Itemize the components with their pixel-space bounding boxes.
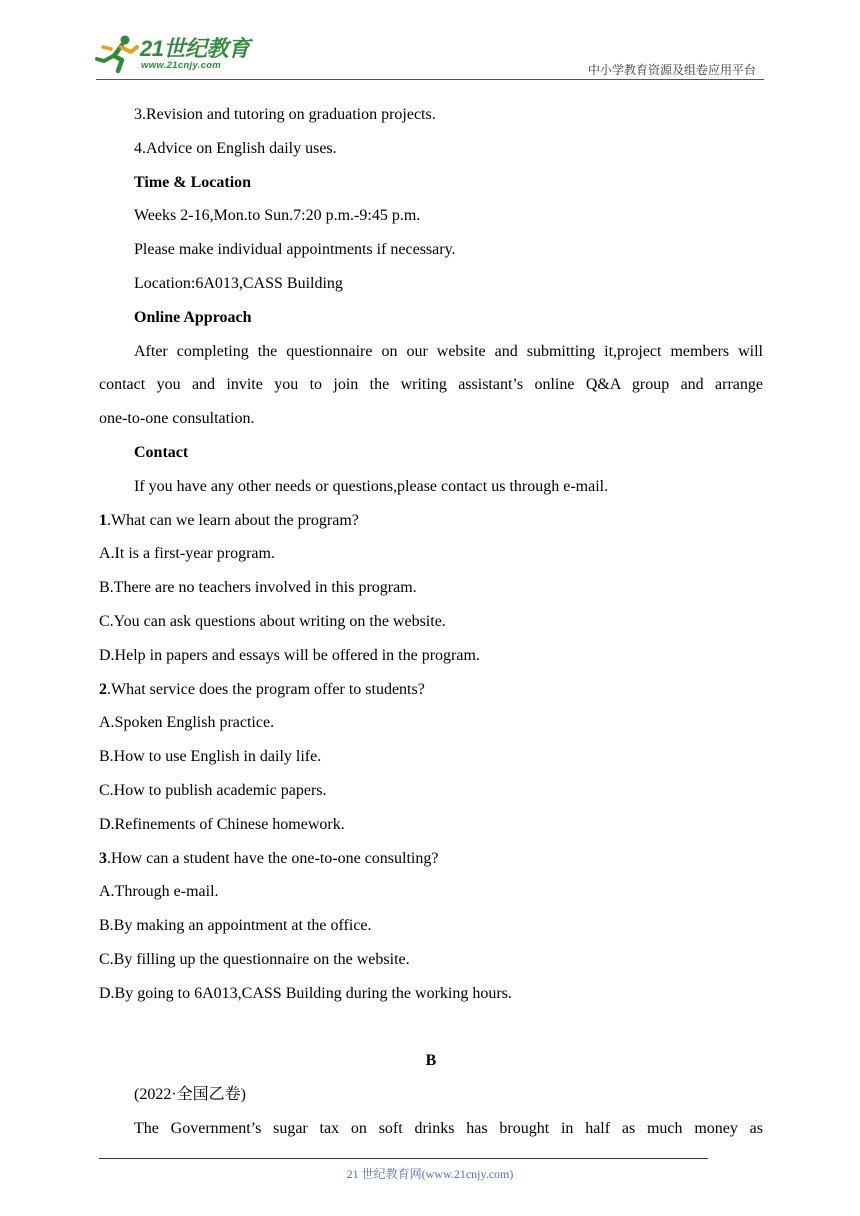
passage-item-3: 3.Revision and tutoring on graduation projects.	[134, 106, 436, 123]
time-location-heading: Time & Location	[134, 173, 252, 191]
option-1d: D.Help in papers and essays will be offered in the program.	[99, 646, 480, 664]
option-3b: B.By making an appointment at the office.	[99, 917, 372, 935]
page-header	[0, 0, 860, 80]
option-3d: D.By going to 6A013,CASS Building during the working hours.	[99, 984, 512, 1002]
section-b-first-line: The Government’s sugar tax on soft drinks has brought in half as much money as	[134, 1119, 763, 1137]
question-2	[99, 673, 763, 707]
location-text: Location:6A013,CASS Building	[134, 274, 343, 292]
question-number: 2	[99, 680, 107, 698]
section-b-label: B	[425, 1052, 437, 1070]
contact-text: If you have any other needs or questions,please contact us through e-mail.	[134, 477, 609, 495]
question-text: .How can a student have the one-to-one consulting?	[107, 849, 439, 867]
footer-divider	[99, 1158, 708, 1159]
header-platform-name: 中小学教育资源及组卷应用平台	[587, 63, 756, 77]
passage-item-4: 4.Advice on English daily uses.	[134, 139, 337, 157]
option-3c: C.By filling up the questionnaire on the website.	[99, 950, 410, 968]
header-divider	[96, 79, 764, 80]
option-1b: B.There are no teachers involved in this program.	[99, 579, 417, 597]
question-text: .What service does the program offer to students?	[107, 680, 425, 698]
option-1c: C.You can ask questions about writing on the website.	[99, 612, 446, 630]
option-1a: A.It is a first-year program.	[99, 545, 275, 563]
section-gap	[99, 1011, 763, 1045]
contact-heading: Contact	[134, 443, 189, 461]
question-number: 3	[99, 849, 107, 867]
option-2a: A.Spoken English practice.	[99, 714, 275, 732]
footer-site-name: 21 世纪教育网(www.21cnjy.com)	[346, 1167, 514, 1181]
question-number: 1	[99, 511, 107, 529]
question-3	[99, 842, 763, 876]
logo-text: 21世纪教育	[140, 36, 250, 61]
question-1	[99, 504, 763, 538]
online-approach-line-2: contact you and invite you to join the writing assistant’s online Q&A group and arrange	[99, 376, 763, 394]
schedule-text: Weeks 2-16,Mon.to Sun.7:20 p.m.-9:45 p.m.	[134, 207, 421, 225]
online-approach-line-1: After completing the questionnaire on our website and submitting it,project members will	[134, 342, 763, 360]
option-2d: D.Refinements of Chinese homework.	[99, 815, 345, 833]
appointment-text: Please make individual appointments if necessary.	[134, 241, 456, 259]
document-body	[99, 98, 763, 1146]
option-3a: A.Through e-mail.	[99, 883, 219, 901]
runner-logo-icon	[95, 34, 139, 76]
option-2c: C.How to publish academic papers.	[99, 781, 327, 799]
logo-url: www.21cnjy.com	[141, 60, 222, 71]
site-logo	[95, 34, 270, 78]
question-text: .What can we learn about the program?	[107, 511, 359, 529]
option-2b: B.How to use English in daily life.	[99, 748, 322, 766]
section-b-source: (2022·全国乙卷)	[134, 1086, 246, 1104]
online-approach-heading: Online Approach	[134, 308, 252, 326]
online-approach-line-3: one-to-one consultation.	[99, 410, 255, 428]
